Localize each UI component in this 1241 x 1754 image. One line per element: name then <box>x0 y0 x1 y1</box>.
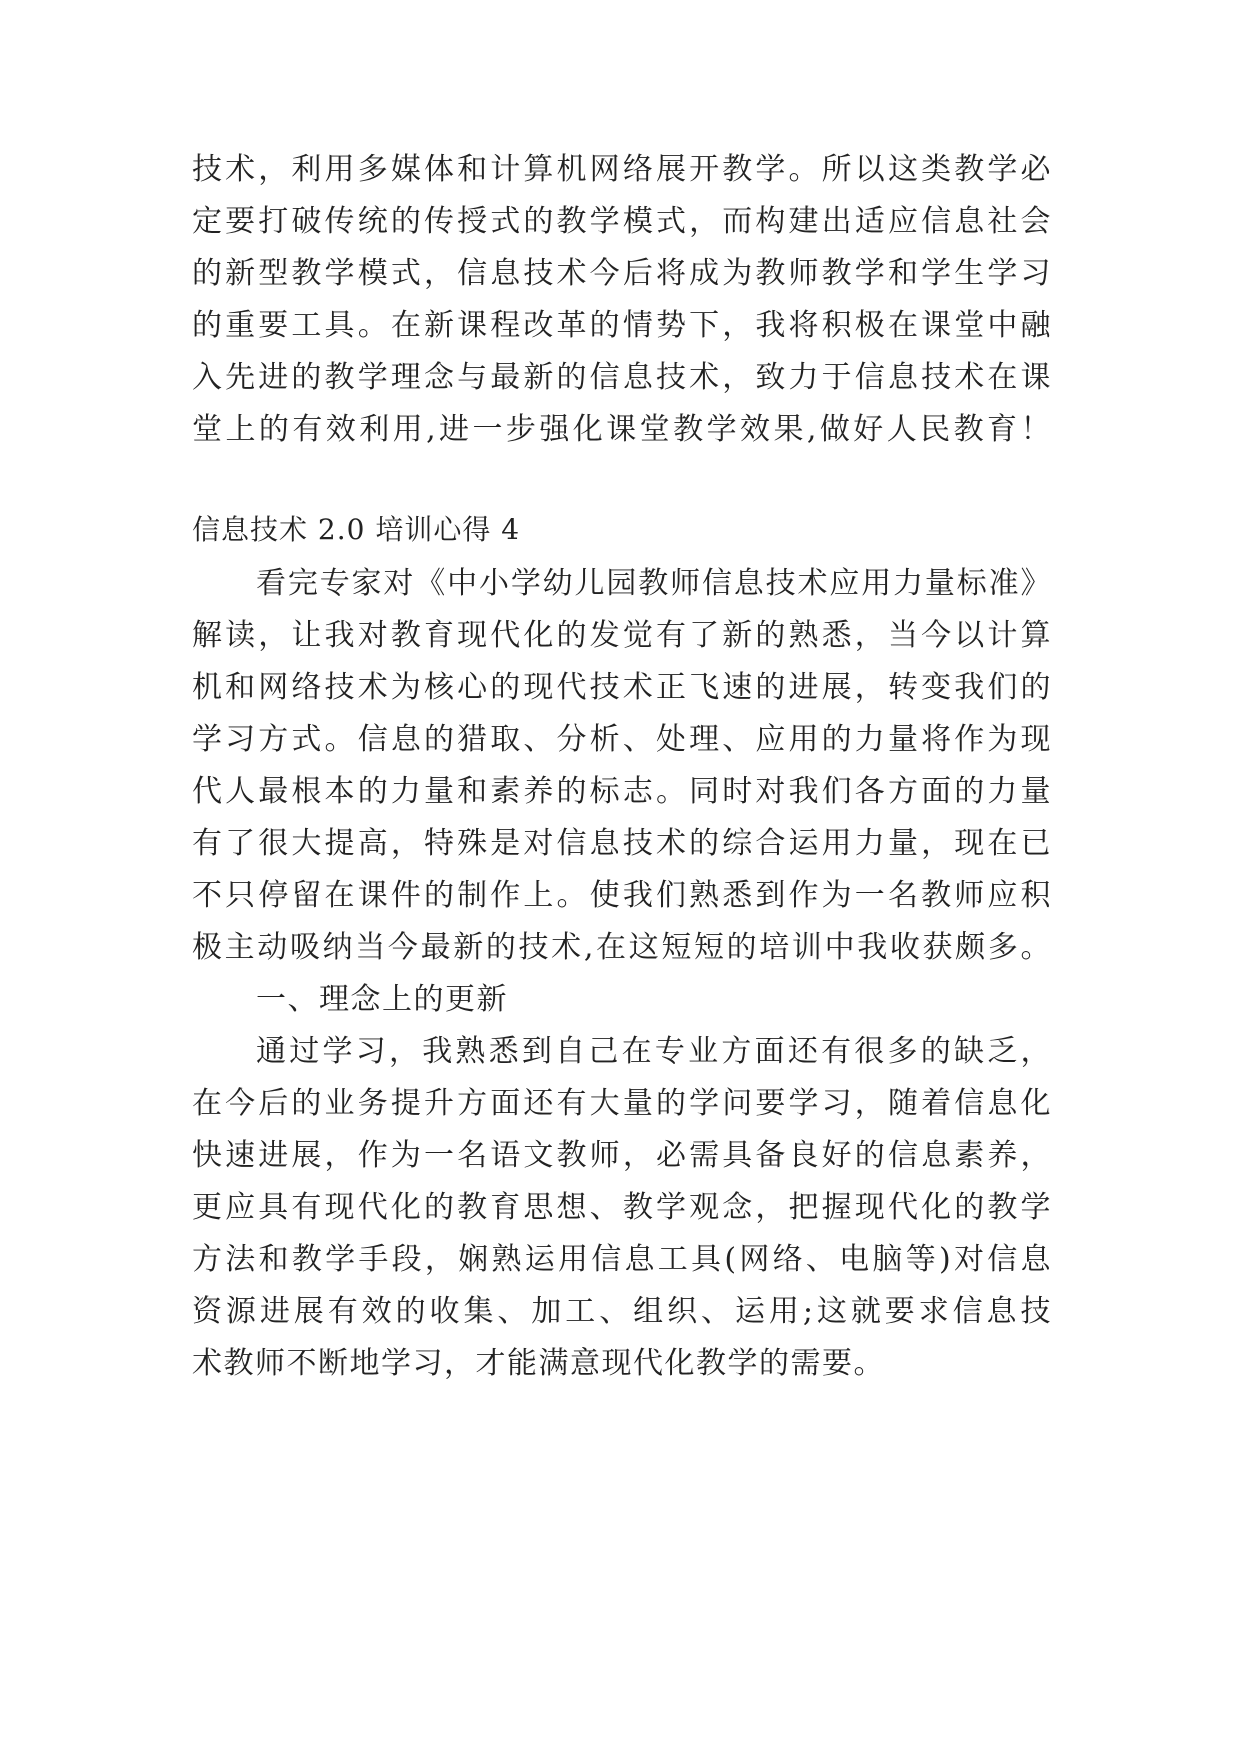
paragraph-line: 更应具有现代化的教育思想、教学观念，把握现代化的教学 <box>192 1190 1052 1225</box>
paragraph-line: 方法和教学手段，娴熟运用信息工具(网络、电脑等)对信息 <box>192 1242 1052 1277</box>
paragraph-line: 定要打破传统的传授式的教学模式，而构建出适应信息社会 <box>192 204 1052 239</box>
paragraph-line: 看完专家对《中小学幼儿园教师信息技术应用力量标准》 <box>256 566 1052 601</box>
paragraph-line: 的重要工具。在新课程改革的情势下，我将积极在课堂中融 <box>192 308 1052 343</box>
paragraph-line: 机和网络技术为核心的现代技术正飞速的进展，转变我们的 <box>192 670 1052 705</box>
subheading: 一、理念上的更新 <box>256 982 508 1017</box>
paragraph-line: 快速进展，作为一名语文教师，必需具备良好的信息素养， <box>192 1138 1052 1173</box>
paragraph-line: 在今后的业务提升方面还有大量的学问要学习，随着信息化 <box>192 1086 1052 1121</box>
paragraph-line: 有了很大提高，特殊是对信息技术的综合运用力量，现在已 <box>192 826 1052 861</box>
paragraph-line: 不只停留在课件的制作上。使我们熟悉到作为一名教师应积 <box>192 878 1052 913</box>
paragraph-line: 堂上的有效利用,进一步强化课堂教学效果,做好人民教育！ <box>192 412 1052 447</box>
paragraph-line: 学习方式。信息的猎取、分析、处理、应用的力量将作为现 <box>192 722 1052 757</box>
section-heading: 信息技术 2.0 培训心得 4 <box>192 513 521 546</box>
paragraph-line: 技术，利用多媒体和计算机网络展开教学。所以这类教学必 <box>192 152 1052 187</box>
paragraph-line: 入先进的教学理念与最新的信息技术，致力于信息技术在课 <box>192 360 1052 395</box>
paragraph-line: 通过学习，我熟悉到自己在专业方面还有很多的缺乏， <box>256 1034 1052 1069</box>
paragraph-line: 的新型教学模式，信息技术今后将成为教师教学和学生学习 <box>192 256 1052 291</box>
paragraph-line: 术教师不断地学习，才能满意现代化教学的需要。 <box>192 1346 885 1381</box>
paragraph-line: 代人最根本的力量和素养的标志。同时对我们各方面的力量 <box>192 774 1052 809</box>
paragraph-line: 极主动吸纳当今最新的技术,在这短短的培训中我收获颇多。 <box>192 930 1052 965</box>
paragraph-line: 解读，让我对教育现代化的发觉有了新的熟悉，当今以计算 <box>192 618 1052 653</box>
paragraph-line: 资源进展有效的收集、加工、组织、运用;这就要求信息技 <box>192 1294 1052 1329</box>
